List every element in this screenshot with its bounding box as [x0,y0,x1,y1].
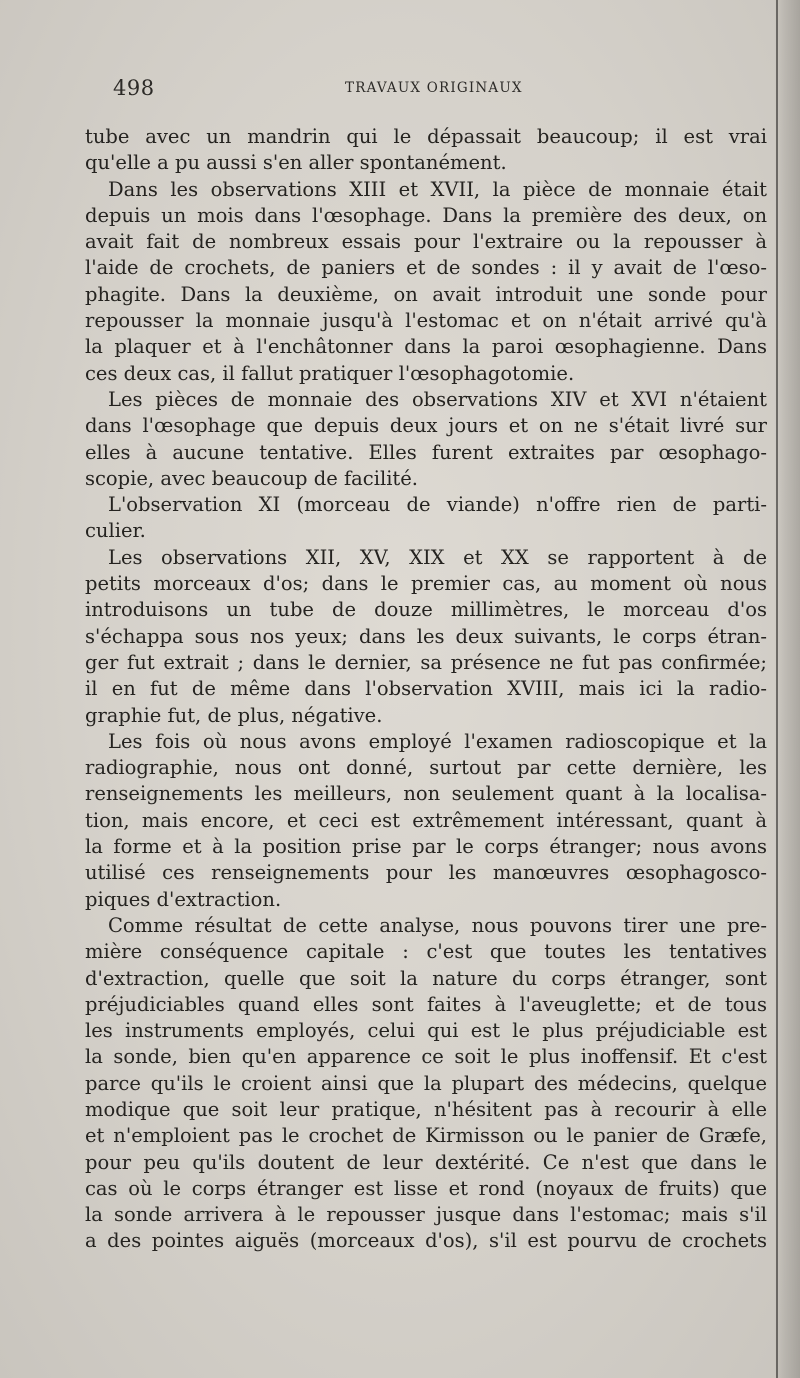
text-line: cas où le corps étranger est lisse et rond (noyaux de fruits) que [85,1176,767,1200]
text-line: phagite. Dans la deuxième, on avait introduit une sonde pour [85,282,767,306]
text-line: tube avec un mandrin qui le dépassait beaucoup; il est vrai [85,125,767,148]
text-line: la sonde, bien qu'en apparence ce soit le plus inoffensif. Et c'est [85,1045,767,1069]
text-line: depuis un mois dans l'œsophage. Dans la première des deux, on [85,203,767,227]
text-line: Dans les observations XIII et XVII, la pièce de monnaie était [108,177,767,201]
page-edge-line [776,0,778,1378]
text-line: modique que soit leur pratique, n'hésitent pas à recourir à elle [85,1097,767,1121]
text-line: préjudiciables quand elles sont faites à l'aveuglette; et de tous [85,992,767,1016]
text-line: qu'elle a pu aussi s'en aller spontanément. [85,151,507,175]
text-line: Les pièces de monnaie des observations XIV et XVI n'étaient [108,387,767,411]
page-number: 498 [113,76,155,100]
text-line: a des pointes aiguës (morceaux d'os), s'il est pourvu de crochets [85,1229,767,1253]
text-line: Les fois où nous avons employé l'examen radioscopique et la [108,729,767,753]
text-line: repousser la monnaie jusqu'à l'estomac et on n'était arrivé qu'à [85,309,767,333]
text-line: culier. [85,519,146,543]
text-line: Comme résultat de cette analyse, nous pouvons tirer une pre- [108,913,767,937]
text-line: d'extraction, quelle que soit la nature du corps étranger, sont [85,966,767,990]
text-line: radiographie, nous ont donné, surtout par cette dernière, les [85,756,767,780]
text-line: parce qu'ils le croient ainsi que la plupart des médecins, quelque [85,1071,767,1095]
text-line: les instruments employés, celui qui est le plus préjudiciable est [85,1019,767,1043]
text-line: pour peu qu'ils doutent de leur dextérité. Ce n'est que dans le [85,1150,767,1174]
body-text [85,124,767,1254]
text-line: s'échappa sous nos yeux; dans les deux suivants, le corps étran- [85,624,767,648]
text-line: utilisé ces renseignements pour les manœuvres œsophagosco- [85,861,767,885]
text-line: L'observation XI (morceau de viande) n'offre rien de parti- [108,493,767,517]
running-head [113,76,659,100]
text-line: mière conséquence capitale : c'est que toutes les tentatives [85,940,767,964]
text-line: graphie fut, de plus, négative. [85,703,383,727]
text-line: avait fait de nombreux essais pour l'extraire ou la repousser à [85,230,767,254]
text-line: renseignements les meilleurs, non seulement quant à la localisa- [85,782,767,806]
text-line: la sonde arrivera à le repousser jusque dans l'estomac; mais s'il [85,1203,767,1227]
text-line: l'aide de crochets, de paniers et de sondes : il y avait de l'œso- [85,256,767,280]
text-line: la plaquer et à l'enchâtonner dans la paroi œsophagienne. Dans [85,335,767,359]
text-line: ces deux cas, il fallut pratiquer l'œsophagotomie. [85,361,575,385]
text-line: ger fut extrait ; dans le dernier, sa présence ne fut pas confirmée; [85,650,767,674]
text-line: scopie, avec beaucoup de facilité. [85,466,419,490]
text-line: tion, mais encore, et ceci est extrêmement intéressant, quant à [85,808,767,832]
text-line: il en fut de même dans l'observation XVIII, mais ici la radio- [85,677,767,701]
section-title: TRAVAUX ORIGINAUX [345,80,523,96]
text-line: et n'emploient pas le crochet de Kirmisson ou le panier de Græfe, [85,1124,767,1148]
text-line: petits morceaux d'os; dans le premier cas, au moment où nous [85,572,767,596]
text-line: elles à aucune tentative. Elles furent extraites par œsophago- [85,440,767,464]
text-line: Les observations XII, XV, XIX et XX se rapportent à de [108,545,767,569]
text-line: dans l'œsophage que depuis deux jours et on ne s'était livré sur [85,414,767,438]
text-line: la forme et à la position prise par le corps étranger; nous avons [85,835,767,859]
text-line: piques d'extraction. [85,887,282,911]
text-line: introduisons un tube de douze millimètres, le morceau d'os [85,598,767,622]
